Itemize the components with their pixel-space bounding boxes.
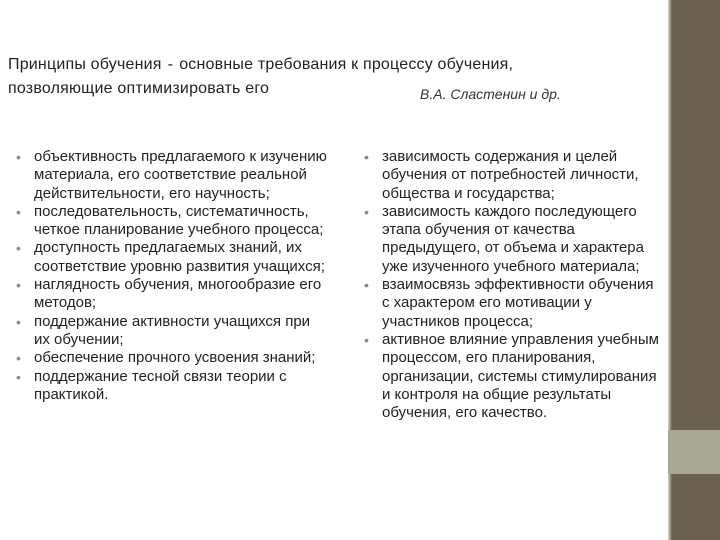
list-item xyxy=(16,276,328,313)
bullet-icon: • xyxy=(364,149,369,165)
list-item xyxy=(16,368,328,405)
bullet-icon: • xyxy=(16,203,21,220)
list-item-text: поддержание тесной связи теории с практикой. xyxy=(34,367,287,403)
left-principles-list xyxy=(16,148,328,404)
title-term: Принципы обучения xyxy=(8,56,162,73)
bullet-icon: • xyxy=(16,350,21,367)
bullet-icon: • xyxy=(16,277,21,294)
title-definition: основные требования к процессу обучения, xyxy=(179,56,514,73)
list-item-text: взаимосвязь эффективности обучения с характером его мотивации у участников процесса; xyxy=(382,276,654,330)
bullet-icon: • xyxy=(364,331,369,348)
decorative-sidebar xyxy=(668,0,720,540)
bullet-icon: • xyxy=(16,149,21,165)
list-item xyxy=(16,203,328,240)
list-item-text: активное влияние управления учебным процессом, его планирования, организации, системы стимулирования и контроля на общие результаты обучения, его качество. xyxy=(382,330,659,422)
left-column xyxy=(16,148,328,404)
list-item xyxy=(16,148,328,203)
bullet-icon: • xyxy=(364,277,369,294)
list-item-text: зависимость содержания и целей обучения от потребностей личности, общества и государства; xyxy=(382,148,639,202)
list-item-text: последовательность, систематичность, четкое планирование учебного процесса; xyxy=(34,202,324,239)
list-item xyxy=(364,331,664,422)
list-item-text: поддержание активности учащихся при их обучении; xyxy=(34,312,311,348)
list-item xyxy=(364,148,664,203)
right-principles-list xyxy=(364,148,664,422)
list-item xyxy=(16,313,328,350)
right-column xyxy=(364,148,664,422)
list-item xyxy=(364,203,664,276)
list-item xyxy=(16,239,328,276)
list-item-text: доступность предлагаемых знаний, их соответствие уровню развития учащихся; xyxy=(34,239,325,275)
list-item-text: зависимость каждого последующего этапа обучения от качества предыдущего, от объема и характера уже изученного учебного материала; xyxy=(382,202,644,275)
sidebar-accent-block xyxy=(668,430,720,474)
bullet-icon: • xyxy=(16,368,21,385)
title-line2: позволяющие оптимизировать его xyxy=(8,80,270,97)
bullet-icon: • xyxy=(16,313,21,330)
bullet-icon: • xyxy=(16,240,21,257)
list-item-text: обеспечение прочного усвоения знаний; xyxy=(34,349,316,367)
list-item xyxy=(364,276,664,331)
list-item-text: наглядность обучения, многообразие его методов; xyxy=(34,276,322,312)
list-item xyxy=(16,349,328,367)
title-dash: - xyxy=(167,56,174,73)
author-citation: В.А. Сластенин и др. xyxy=(420,86,561,102)
list-item-text: объективность предлагаемого к изучению материала, его соответствие реальной действительности, его научность; xyxy=(34,148,327,202)
bullet-icon: • xyxy=(364,203,369,220)
